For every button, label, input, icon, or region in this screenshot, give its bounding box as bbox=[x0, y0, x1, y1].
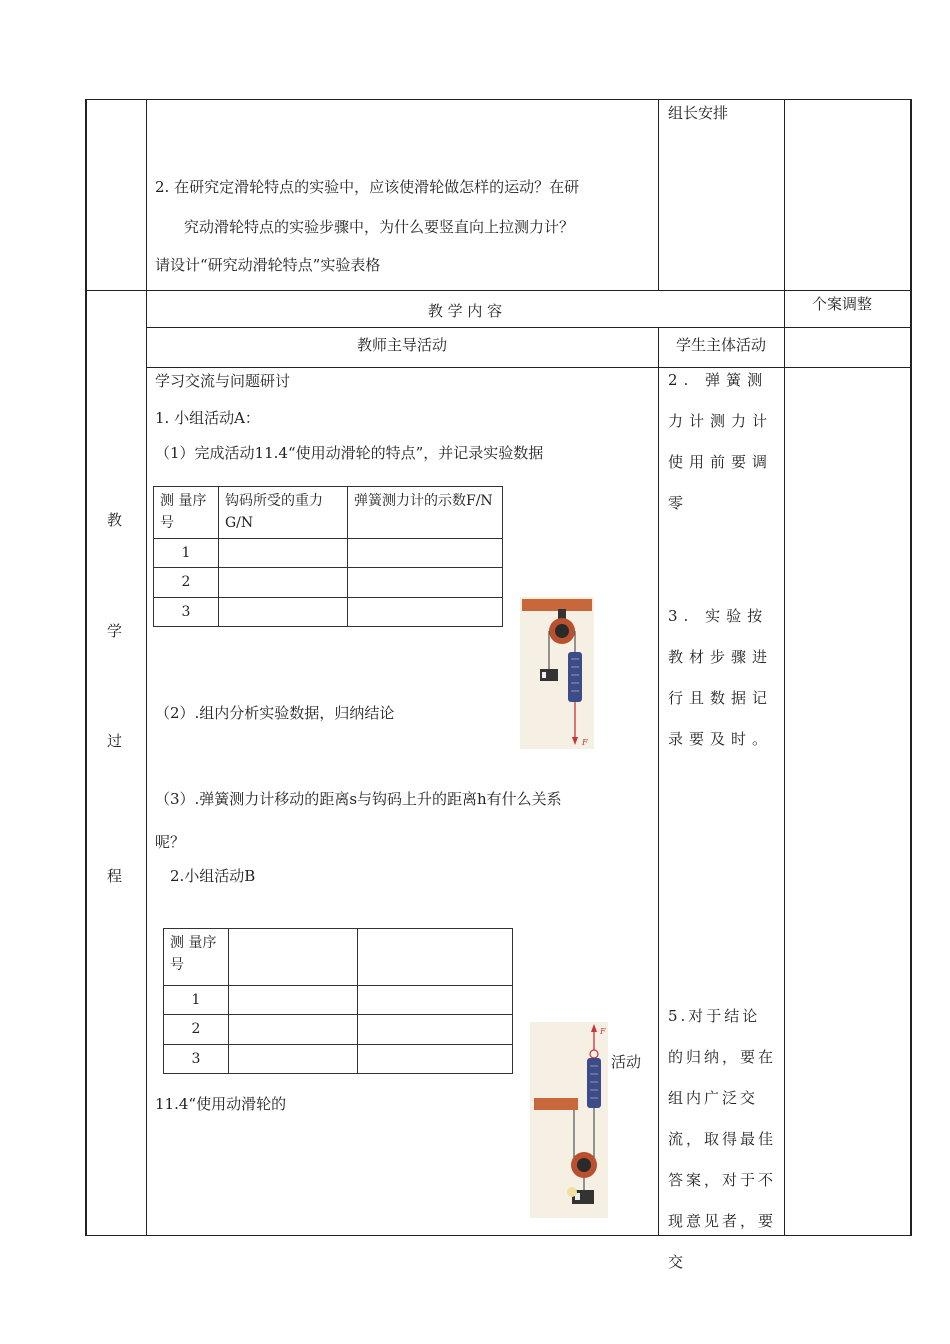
left-char-3: 过 bbox=[107, 732, 123, 750]
left-border bbox=[85, 99, 87, 1236]
table-b-row-1-index: 1 bbox=[164, 986, 229, 1015]
table-row bbox=[164, 1044, 513, 1073]
design-task: 请设计“研究动滑轮特点”实验表格 bbox=[155, 256, 381, 274]
table-cell bbox=[348, 568, 503, 597]
table-b-header-row bbox=[164, 929, 513, 986]
student-note-2: 2. 弹簧测力计测力计使用前要调零 bbox=[668, 371, 774, 512]
table-b-header-3 bbox=[358, 929, 513, 986]
table-cell bbox=[358, 1044, 513, 1073]
left-char-2: 学 bbox=[107, 622, 123, 640]
right-note: 组长安排 bbox=[668, 104, 729, 122]
table-cell bbox=[219, 538, 348, 567]
table-a-header-1: 测 量序号 bbox=[154, 487, 219, 539]
force-label-b: F bbox=[600, 1027, 606, 1036]
student-activity-header: 学生主体活动 bbox=[675, 336, 766, 354]
table-row bbox=[154, 568, 503, 597]
table-cell bbox=[229, 1015, 358, 1044]
table-a-header-2: 钩码所受的重力G/N bbox=[219, 487, 348, 539]
content-header-rule bbox=[146, 327, 911, 328]
col-rule-2-top bbox=[658, 99, 659, 291]
table-a-header-3: 弹簧测力计的示数F/N bbox=[348, 487, 503, 539]
table-b-header-2 bbox=[229, 929, 358, 986]
activity-header-rule bbox=[146, 367, 911, 368]
section-title: 学习交流与问题研讨 bbox=[155, 372, 291, 390]
table-b-row-2-index: 2 bbox=[164, 1015, 229, 1044]
pulley-figure-a bbox=[520, 597, 594, 749]
activity-b-title: 2.小组活动B bbox=[170, 867, 256, 885]
table-b-row-3-index: 3 bbox=[164, 1044, 229, 1073]
table-b-header-1: 测 量序号 bbox=[164, 929, 229, 986]
table-a bbox=[153, 486, 503, 627]
section-rule bbox=[85, 290, 911, 291]
activity-a-step3-line1: （3）.弹簧测力计移动的距离s与钩码上升的距离h有什么关系 bbox=[155, 790, 562, 808]
table-cell bbox=[229, 986, 358, 1015]
table-a-row-1-index: 1 bbox=[154, 538, 219, 567]
question-2-line2: 究动滑轮特点的实验步骤中，为什么要竖直向上拉测力计？ bbox=[184, 218, 575, 236]
activity-b-tail: 11.4“使用动滑轮的 bbox=[155, 1095, 287, 1113]
case-adjust-header: 个案调整 bbox=[812, 295, 873, 313]
table-cell bbox=[348, 597, 503, 626]
table-row bbox=[164, 986, 513, 1015]
activity-a-step2: （2）.组内分析实验数据，归纳结论 bbox=[155, 704, 395, 722]
activity-cut-text: 活动 bbox=[611, 1053, 642, 1071]
right-border bbox=[910, 99, 912, 1236]
force-label-a: F bbox=[582, 738, 588, 747]
pulley-figure-b bbox=[530, 1022, 608, 1218]
teacher-activity-header: 教师主导活动 bbox=[356, 336, 447, 354]
activity-a-title: 1. 小组活动A： bbox=[155, 409, 260, 427]
col-rule-3 bbox=[784, 99, 785, 1236]
teaching-content-header: 教 学 内 容 bbox=[427, 302, 503, 320]
student-note-3: 3. 实验按教材步骤进行且数据记录要及时。 bbox=[668, 607, 774, 748]
col-rule-1 bbox=[146, 99, 147, 1236]
activity-a-step3-line2: 呢？ bbox=[155, 833, 186, 851]
table-a-row-2-index: 2 bbox=[154, 568, 219, 597]
left-char-4: 程 bbox=[107, 867, 123, 885]
left-char-1: 教 bbox=[107, 511, 123, 529]
table-bottom-rule bbox=[85, 1235, 911, 1236]
table-b bbox=[163, 928, 513, 1074]
table-cell bbox=[219, 568, 348, 597]
table-a-header-row bbox=[154, 487, 503, 539]
student-note-5: 5.对于结论的归纳，要在组内广泛交流，取得最佳答案，对于不现意见者，要交 bbox=[668, 1007, 777, 1271]
table-row bbox=[154, 538, 503, 567]
table-cell bbox=[229, 1044, 358, 1073]
col-rule-2-bottom bbox=[658, 327, 659, 1236]
table-top-rule bbox=[85, 99, 911, 100]
table-cell bbox=[348, 538, 503, 567]
table-a-row-3-index: 3 bbox=[154, 597, 219, 626]
table-cell bbox=[219, 597, 348, 626]
table-cell bbox=[358, 986, 513, 1015]
table-cell bbox=[358, 1015, 513, 1044]
activity-a-step1: （1）完成活动11.4“使用动滑轮的特点”，并记录实验数据 bbox=[155, 444, 544, 462]
table-row bbox=[164, 1015, 513, 1044]
question-2-line1: 2. 在研究定滑轮特点的实验中，应该使滑轮做怎样的运动？在研 bbox=[155, 178, 580, 196]
table-row bbox=[154, 597, 503, 626]
